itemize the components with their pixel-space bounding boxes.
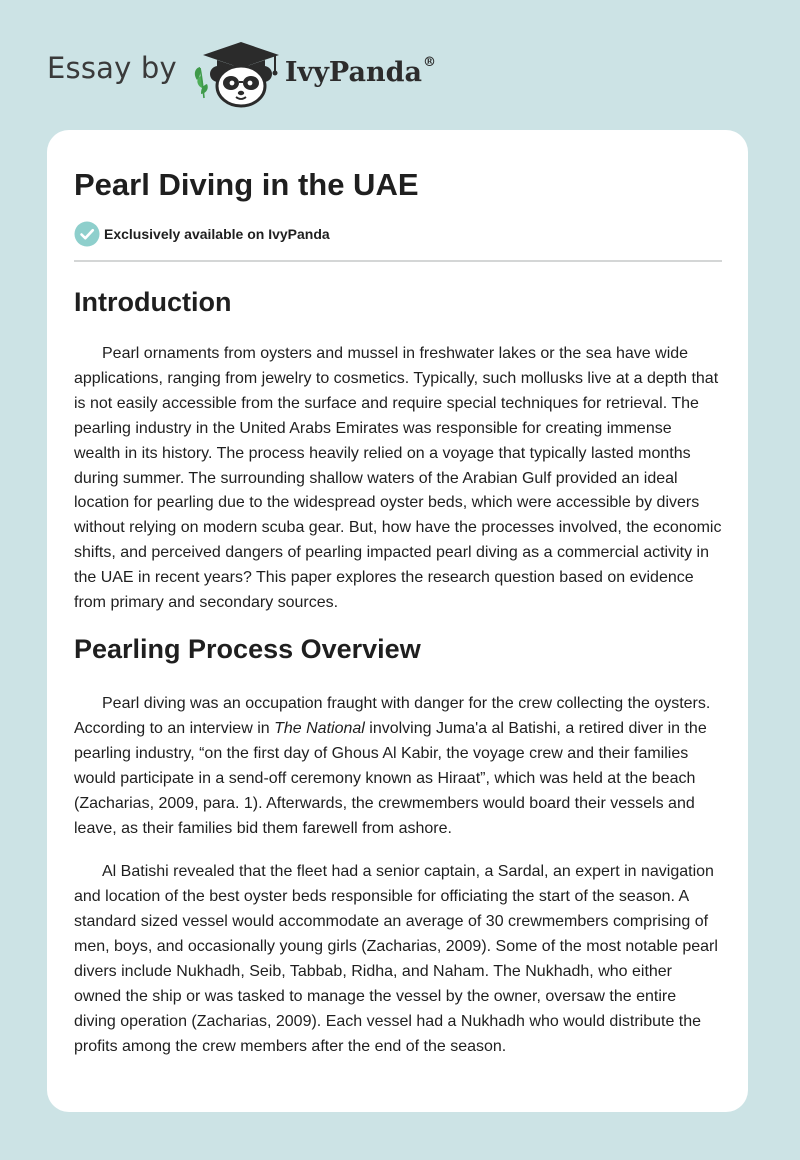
exclusive-label: Exclusively available on IvyPanda [104, 226, 330, 242]
paragraph: Pearl ornaments from oysters and mussel in freshwater lakes or the sea have wide applications, ranging from jewelry to cosmetics. Typically, such mollusks live at a depth that is not easily accessible from the surface and require special techniques for retrieval. The pearling industry in the United Arabs Emirates was responsible for creating immense wealth in its history. The process heavily relied on a voyage that typically lasted months during summer. The surrounding shallow waters of the Arabian Gulf provided an ideal location for pearling due to the widespread oyster beds, which were accessible by divers without relying on modern scuba gear. But, how have the processes involved, the economic shifts, and perceived dangers of pearling impacted pearl diving as a commercial activity in the UAE in recent years? This paper explores the research question based on evidence from primary and secondary sources. [74, 345, 722, 612]
section-heading: Pearling Process Overview [74, 633, 421, 664]
publication-title: The National [274, 719, 365, 737]
section-pearling-process [74, 633, 722, 1060]
exclusive-badge [74, 221, 722, 247]
essay-card [47, 130, 748, 1112]
paragraph: Pearl diving was an occupation fraught with danger for the crew collecting the oysters. According to an interview in The National involving Juma'a al Batishi, a retired diver in the pearling industry, “on the first day of Ghous Al Kabir, the voyage crew and their families would participate in a send-off ceremony known as Hiraat”, which was held at the beach (Zacharias, 2009, para. 1). Afterwards, the crewmembers would board their vessels and leave, as their families bid them farewell from ashore. [74, 694, 711, 837]
essay-by-label: Essay by [47, 51, 177, 85]
panda-graduate-icon[interactable] [191, 38, 283, 108]
section-heading: Introduction [74, 287, 232, 317]
registered-mark: ® [422, 54, 436, 70]
check-circle-icon [74, 221, 100, 247]
site-header [47, 38, 436, 108]
title-divider [74, 260, 722, 262]
ivypanda-wordmark[interactable]: IvyPanda® [284, 54, 436, 88]
section-introduction [74, 286, 722, 616]
paragraph: Al Batishi revealed that the fleet had a senior captain, a Sardal, an expert in navigation and location of the best oyster beds responsible for officiating the start of the season. A standard sized vessel would accommodate an average of 30 crewmembers comprising of men, boys, and occasionally young girls (Zacharias, 2009). Some of the most notable pearl divers include Nukhadh, Seib, Tabbab, Ridha, and Naham. The Nukhadh, who either owned the ship or was tasked to manage the vessel by the owner, oversaw the entire diving operation (Zacharias, 2009). Each vessel had a Nukhadh who would distribute the profits among the crew members after the end of the season. [74, 863, 718, 1055]
page-title: Pearl Diving in the UAE [74, 167, 419, 202]
